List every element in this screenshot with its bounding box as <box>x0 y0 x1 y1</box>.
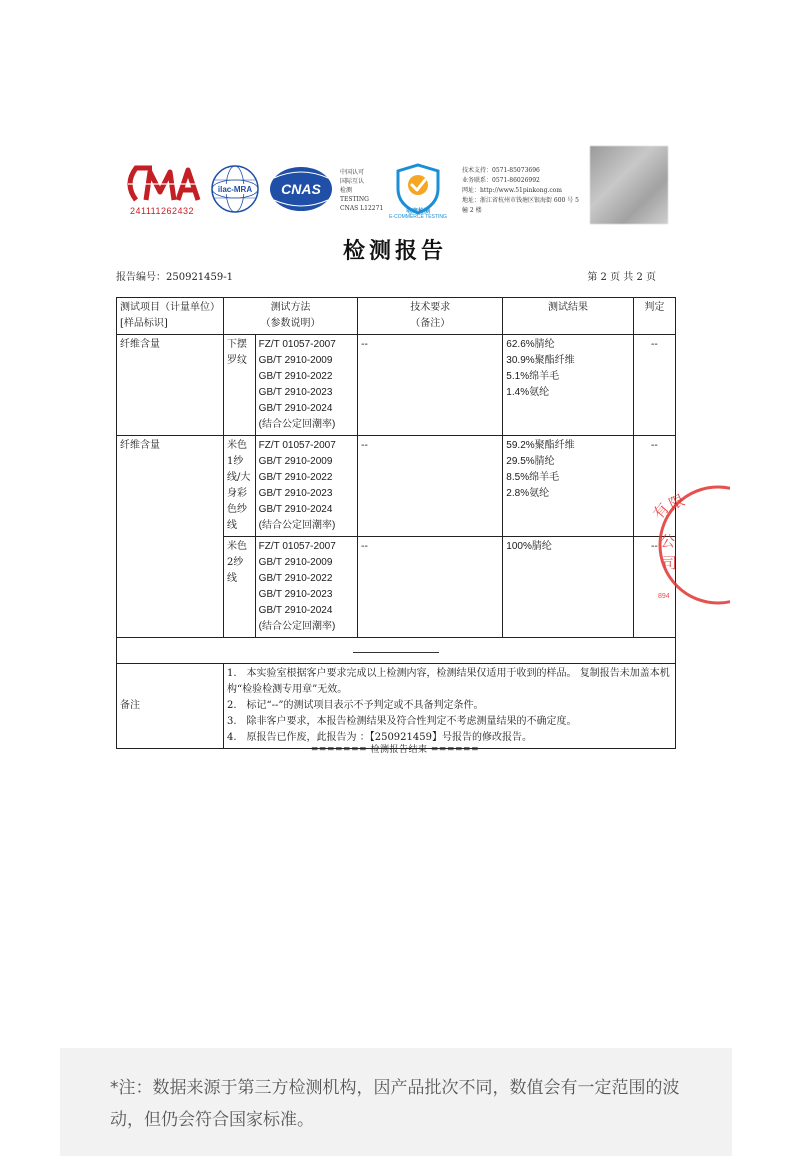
row-judge: -- <box>633 537 675 638</box>
method-line: (结合公定回潮率) <box>258 419 336 430</box>
method-line: GB/T 2910-2023 <box>258 488 333 499</box>
row-requirement: -- <box>358 335 503 436</box>
header-judge: 判定 <box>633 298 675 335</box>
separator-row <box>117 638 676 664</box>
result-line: 59.2%聚酯纤维 <box>506 440 575 451</box>
report-title: 检测报告 <box>342 238 447 264</box>
note-item: 2. 标记“--”的测试项目表示不予判定或不具备判定条件。 <box>227 700 484 711</box>
separator-cell <box>117 638 676 664</box>
row-item: 纤维含量 <box>117 335 224 436</box>
row-results <box>503 537 633 638</box>
footnote-disclaimer: *注：数据来源于第三方检测机构，因产品批次不同，数值会有一定范围的波动，但仍会符合国家标准。 <box>60 1048 732 1156</box>
method-line: FZ/T 01057-2007 <box>258 339 336 350</box>
method-line: GB/T 2910-2023 <box>258 589 333 600</box>
report-end-marker: ======= 检测报告结束 ====== <box>310 745 480 755</box>
result-line: 29.5%腈纶 <box>506 456 555 467</box>
row-results <box>503 436 633 537</box>
method-line: GB/T 2910-2024 <box>258 504 333 515</box>
notes-label: 备注 <box>117 664 224 749</box>
method-line: FZ/T 01057-2007 <box>258 541 336 552</box>
cnas-icon <box>268 164 334 214</box>
note-item: 3. 除非客户要求，本报告检测结果及符合性判定不考虑测量结果的不确定度。 <box>227 716 577 727</box>
header-text: [样品标识] <box>120 318 168 329</box>
stamp-number: 894 <box>658 593 670 600</box>
header-text: （备注） <box>410 318 451 329</box>
cma-logo <box>122 164 202 222</box>
cnas-text-line: CNAS L12271 <box>340 205 384 212</box>
cnas-text-line: 国际互认 <box>340 178 365 185</box>
blurred-qr-code <box>590 146 668 224</box>
header-test-method <box>224 298 358 335</box>
result-line: 5.1%绵羊毛 <box>506 371 560 382</box>
result-line: 30.9%聚酯纤维 <box>506 355 575 366</box>
method-line: GB/T 2910-2022 <box>258 573 333 584</box>
ecommerce-testing-sublabel: E-COMMERCE TESTING <box>389 214 447 220</box>
svg-text:限: 限 <box>666 490 688 514</box>
notes-content <box>224 664 676 749</box>
row-results <box>503 335 633 436</box>
svg-text:CNAS: CNAS <box>281 181 321 197</box>
contact-line: 业务联系：0571-86026992 <box>462 177 540 184</box>
svg-text:公: 公 <box>660 532 676 550</box>
method-line: (结合公定回潮率) <box>258 520 336 531</box>
lab-contact-info <box>462 166 590 216</box>
cma-number: 241111262432 <box>129 206 195 216</box>
row-judge: -- <box>633 335 675 436</box>
method-line: GB/T 2910-2009 <box>258 456 333 467</box>
method-line: GB/T 2910-2009 <box>258 355 333 366</box>
row-requirement: -- <box>358 537 503 638</box>
cma-mark-icon <box>122 164 202 204</box>
header-text: （参数说明） <box>260 318 321 329</box>
header-text: 技术要求 <box>410 302 451 313</box>
results-table <box>116 297 676 749</box>
ecommerce-testing-label: 电商检测 <box>405 209 430 215</box>
row-sample: 下摆罗纹 <box>224 335 256 436</box>
method-line: (结合公定回潮率) <box>258 621 336 632</box>
row-sample: 米色2纱线 <box>224 537 256 638</box>
header-result: 测试结果 <box>503 298 633 335</box>
result-line: 2.8%氨纶 <box>506 488 550 499</box>
row-methods <box>255 537 357 638</box>
contact-line: 技术支持：0571-85073696 <box>462 167 540 174</box>
contact-line: 网址：http://www.51pinkong.com <box>462 187 562 194</box>
header-requirement <box>358 298 503 335</box>
result-line: 100%腈纶 <box>506 541 552 552</box>
header-text: 测试项目（计量单位） <box>120 302 220 313</box>
cnas-text-line: TESTING <box>340 196 369 203</box>
row-item: 纤维含量 <box>117 436 224 638</box>
svg-text:有: 有 <box>649 499 673 523</box>
result-line: 8.5%绵羊毛 <box>506 472 560 483</box>
page-number: 第 2 页 共 2 页 <box>587 272 656 283</box>
method-line: GB/T 2910-2022 <box>258 472 333 483</box>
contact-line: 地址：浙江省杭州市钱塘区银海街 600 号 5 <box>462 197 579 204</box>
table-row <box>117 335 676 436</box>
row-methods <box>255 335 357 436</box>
separator-line <box>353 652 439 653</box>
method-line: GB/T 2910-2009 <box>258 557 333 568</box>
note-item: 4. 原报告已作废，此报告为 ：【250921459】号报告的修改报告。 <box>227 732 532 743</box>
cnas-text-line: 检测 <box>340 187 353 194</box>
note-item: 1. 本实验室根据客户要求完成以上检测内容，检测结果仅适用于收到的样品。 复制报告未加盖本机构“检验检测专用章”无效。 <box>227 668 670 695</box>
table-row <box>117 436 676 537</box>
method-line: GB/T 2910-2023 <box>258 387 333 398</box>
contact-line: 幢 2 楼 <box>462 207 482 214</box>
header-test-item <box>117 298 224 335</box>
cnas-accreditation-text <box>340 168 392 213</box>
row-judge: -- <box>633 436 675 537</box>
row-sample: 米色1纱线/大身彩色纱线 <box>224 436 256 537</box>
row-methods <box>255 436 357 537</box>
header-text: 测试方法 <box>270 302 311 313</box>
method-line: GB/T 2910-2024 <box>258 403 333 414</box>
ilac-mra-icon <box>210 164 260 214</box>
method-line: GB/T 2910-2024 <box>258 605 333 616</box>
method-line: FZ/T 01057-2007 <box>258 440 336 451</box>
result-line: 1.4%氨纶 <box>506 387 550 398</box>
table-header-row <box>117 298 676 335</box>
svg-text:ilac-MRA: ilac-MRA <box>217 185 253 194</box>
report-number: 报告编号：250921459-1 <box>116 272 234 283</box>
red-seal-stamp <box>630 480 730 610</box>
method-line: GB/T 2910-2022 <box>258 371 333 382</box>
notes-row <box>117 664 676 749</box>
cnas-text-line: 中国认可 <box>340 169 365 176</box>
row-requirement: -- <box>358 436 503 537</box>
svg-text:司: 司 <box>662 554 678 572</box>
result-line: 62.6%腈纶 <box>506 339 555 350</box>
